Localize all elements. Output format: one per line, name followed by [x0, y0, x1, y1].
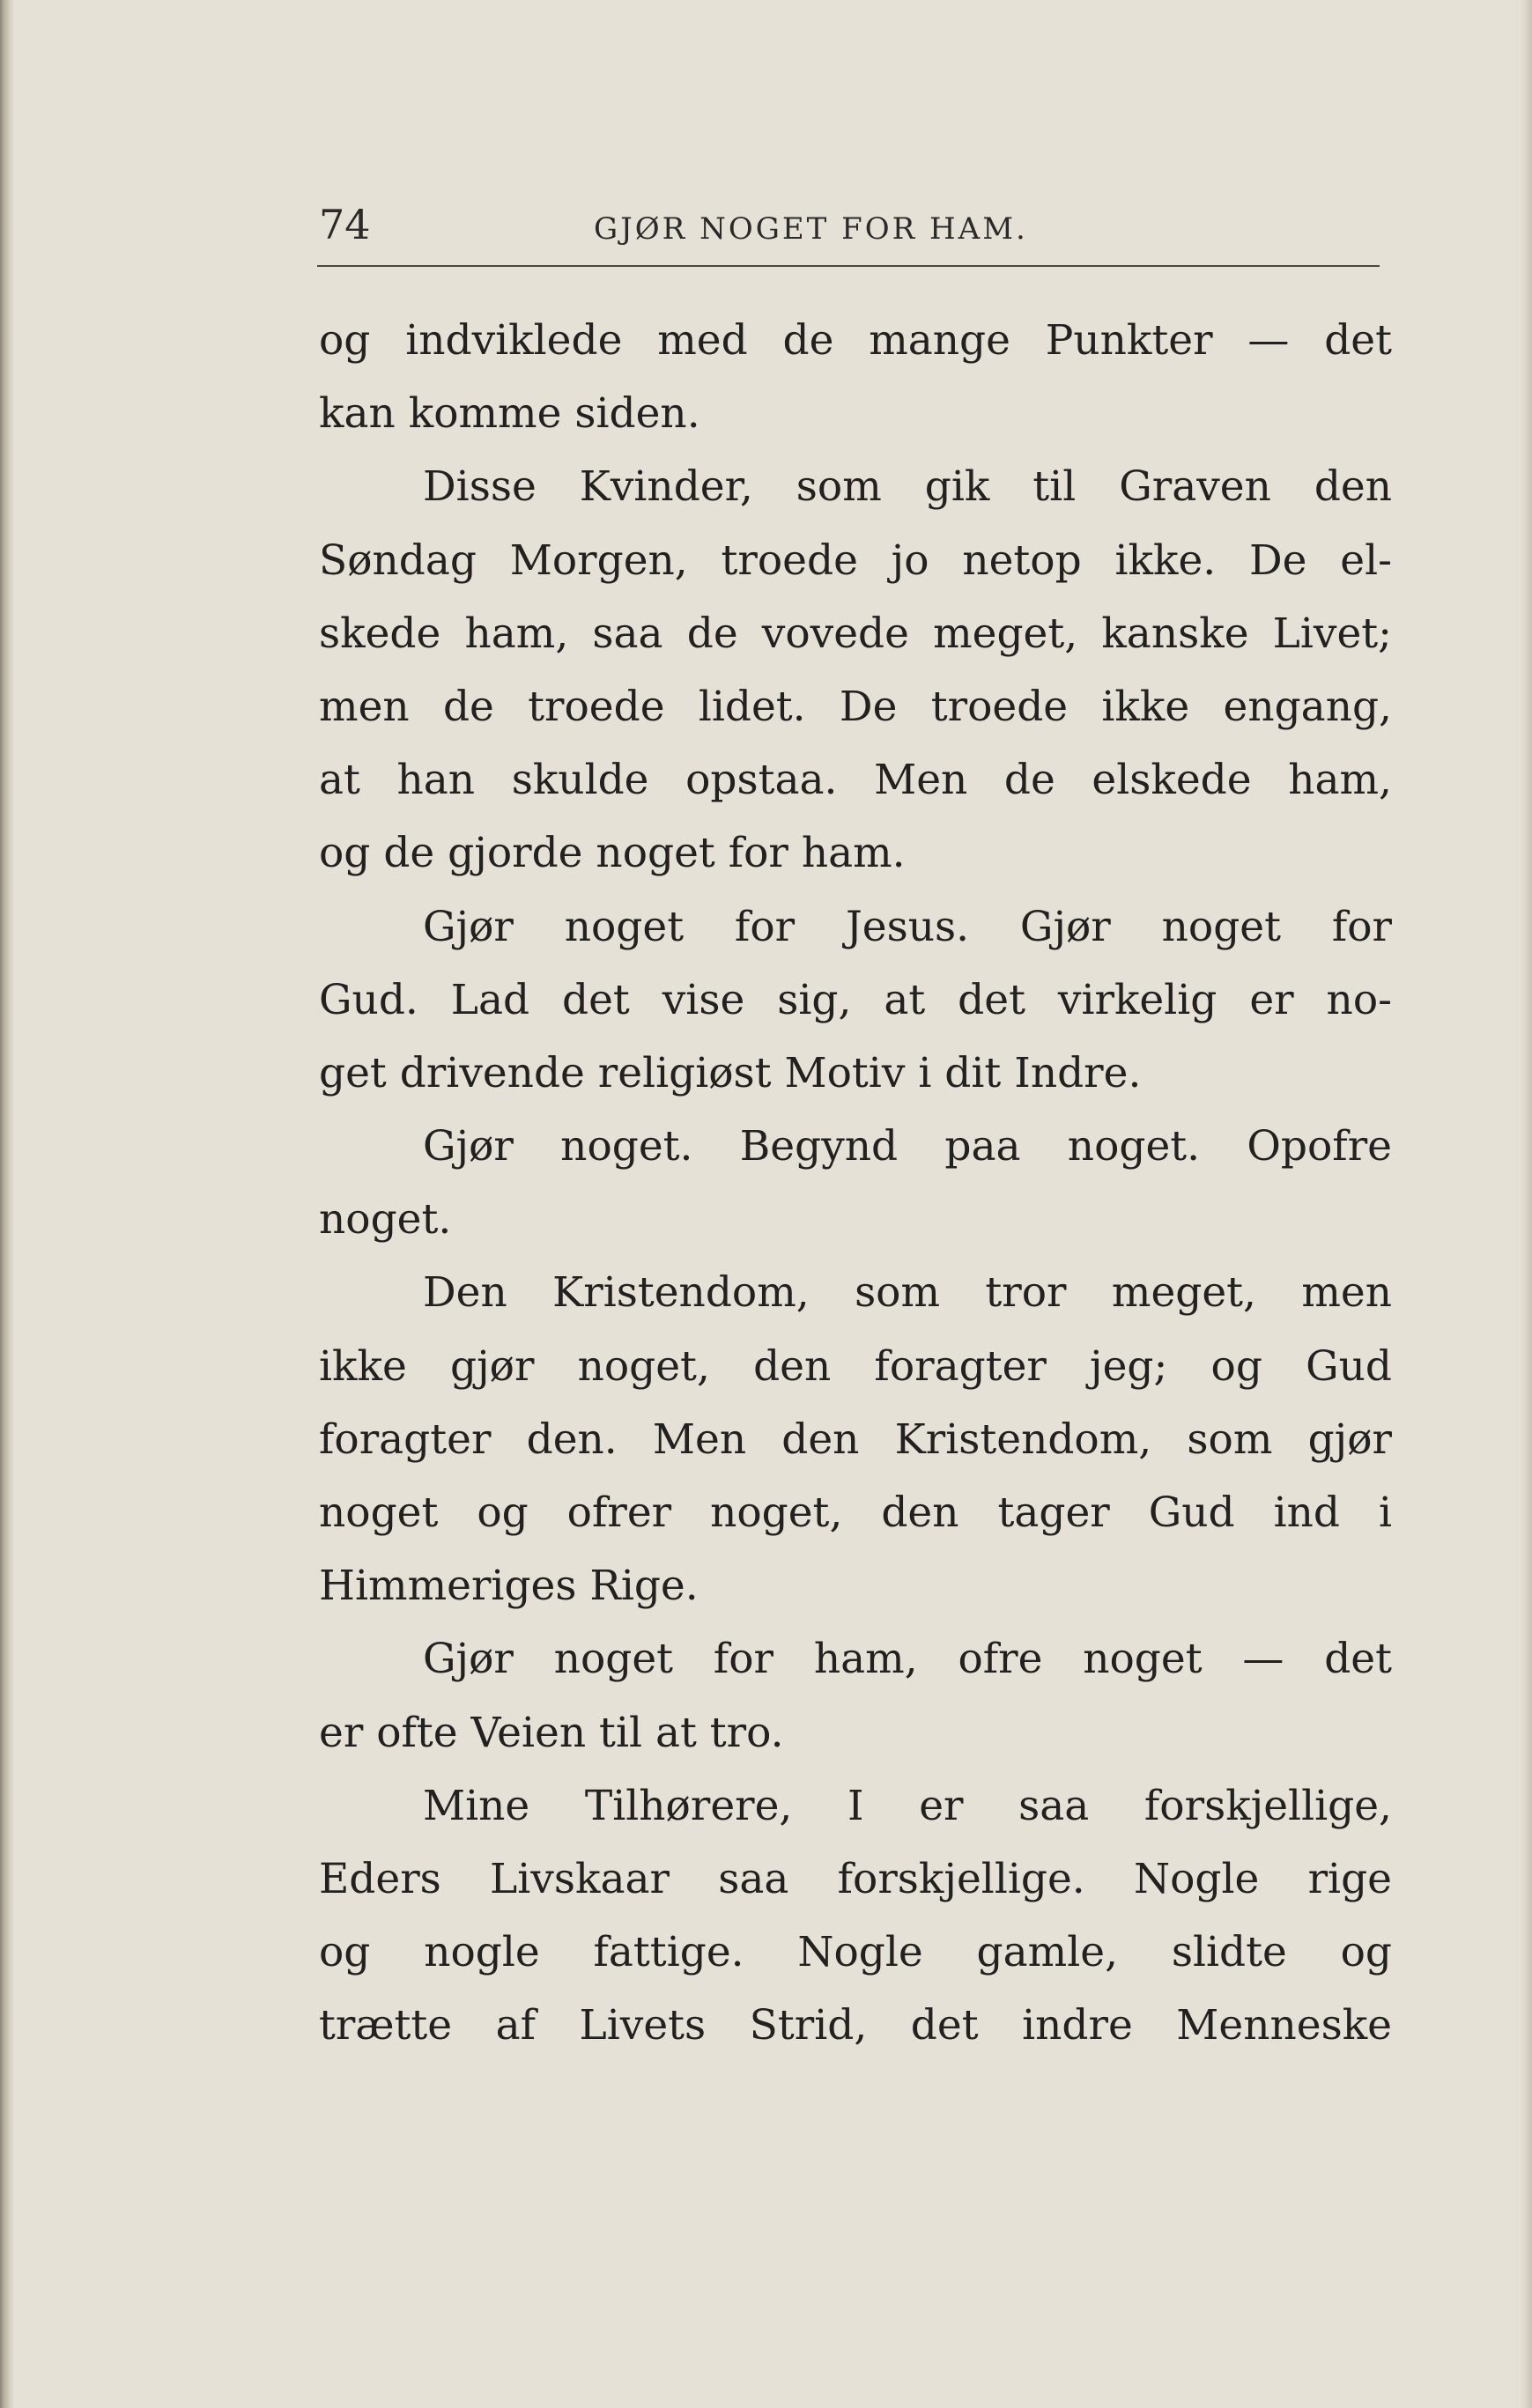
- text-line: Gjør noget. Begynd paa noget. Opofre: [423, 1122, 1392, 1171]
- page-edge: [1520, 0, 1532, 2408]
- text-line: Søndag Morgen, troede jo netop ikke. De el-: [319, 536, 1392, 585]
- book-spine-shadow: [0, 0, 14, 2408]
- text-line: Den Kristendom, som tror meget, men: [423, 1268, 1392, 1318]
- text-line: kan komme siden.: [319, 389, 700, 439]
- text-line: Gud. Lad det vise sig, at det virkelig er no-: [319, 975, 1392, 1024]
- text-line: at han skulde opstaa. Men de elskede ham,: [319, 756, 1392, 805]
- text-line: get drivende religiøst Motiv i dit Indre.: [319, 1048, 1142, 1097]
- running-header: [319, 201, 1380, 262]
- text-line: foragter den. Men den Kristendom, som gjør: [319, 1415, 1392, 1464]
- text-line: skede ham, saa de vovede meget, kanske Livet;: [319, 609, 1392, 658]
- body-text: [319, 304, 1392, 2063]
- text-line: Disse Kvinder, som gik til Graven den: [423, 462, 1392, 512]
- text-line: er ofte Veien til at tro.: [319, 1708, 784, 1757]
- text-line: og indviklede med de mange Punkter — det: [319, 316, 1392, 365]
- header-rule: [317, 265, 1380, 267]
- text-line: noget.: [319, 1195, 452, 1245]
- text-line: Mine Tilhørere, I er saa forskjellige,: [423, 1781, 1392, 1830]
- text-line: og nogle fattige. Nogle gamle, slidte og: [319, 1928, 1392, 1977]
- text-line: noget og ofrer noget, den tager Gud ind i: [319, 1488, 1392, 1537]
- text-line: men de troede lidet. De troede ikke engang,: [319, 682, 1392, 731]
- text-line: ikke gjør noget, den foragter jeg; og Gud: [319, 1341, 1392, 1391]
- text-line: Himmeriges Rige.: [319, 1562, 699, 1611]
- text-line: trætte af Livets Strid, det indre Menneske: [319, 2001, 1392, 2050]
- text-line: Eders Livskaar saa forskjellige. Nogle rige: [319, 1854, 1392, 1903]
- text-line: og de gjorde noget for ham.: [319, 829, 906, 878]
- text-line: Gjør noget for ham, ofre noget — det: [423, 1635, 1392, 1684]
- page-number: 74: [319, 201, 371, 248]
- text-line: Gjør noget for Jesus. Gjør noget for: [423, 902, 1392, 951]
- running-title: GJØR NOGET FOR HAM.: [594, 211, 1028, 247]
